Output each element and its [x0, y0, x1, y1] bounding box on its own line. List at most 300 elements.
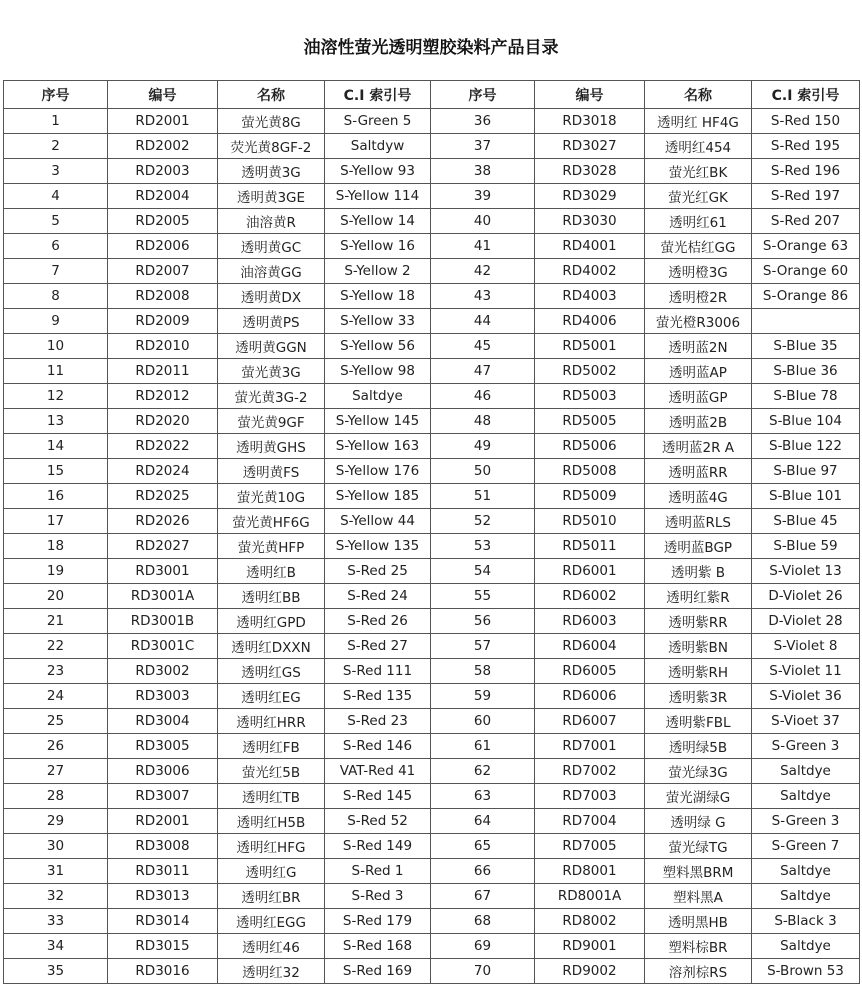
cell-ci-index: S-Yellow 44	[325, 509, 431, 534]
cell-name: 透明红DXXN	[218, 634, 325, 659]
cell-name: 透明黄GC	[218, 234, 325, 259]
cell-name: 透明黄FS	[218, 459, 325, 484]
cell-name: 透明红EG	[218, 684, 325, 709]
cell-ci-index: D-Violet 26	[752, 584, 860, 609]
cell-ci-index: S-Red 23	[325, 709, 431, 734]
header-index: 序号	[431, 81, 535, 109]
cell-ci-index: Saltdye	[752, 934, 860, 959]
cell-code: RD2001	[108, 809, 218, 834]
cell-code: RD4002	[535, 259, 645, 284]
cell-ci-index: S-Brown 53	[752, 959, 860, 984]
cell-name: 透明蓝4G	[645, 484, 752, 509]
cell-index: 8	[4, 284, 108, 309]
cell-code: RD2005	[108, 209, 218, 234]
table-row	[4, 684, 860, 709]
cell-code: RD7004	[535, 809, 645, 834]
cell-name: 透明红BR	[218, 884, 325, 909]
table-row	[4, 734, 860, 759]
table-row	[4, 359, 860, 384]
cell-ci-index: S-Red 3	[325, 884, 431, 909]
cell-index: 28	[4, 784, 108, 809]
cell-name: 透明红TB	[218, 784, 325, 809]
cell-name: 透明紫FBL	[645, 709, 752, 734]
cell-ci-index: S-Green 7	[752, 834, 860, 859]
cell-code: RD2002	[108, 134, 218, 159]
table-row	[4, 159, 860, 184]
cell-index: 45	[431, 334, 535, 359]
table-row	[4, 434, 860, 459]
cell-code: RD8001A	[535, 884, 645, 909]
cell-name: 萤光绿TG	[645, 834, 752, 859]
cell-name: 塑料黑BRM	[645, 859, 752, 884]
cell-code: RD7005	[535, 834, 645, 859]
cell-ci-index: S-Red 146	[325, 734, 431, 759]
cell-ci-index: S-Yellow 93	[325, 159, 431, 184]
cell-ci-index: S-Yellow 33	[325, 309, 431, 334]
cell-name: 萤光黄3G-2	[218, 384, 325, 409]
cell-index: 6	[4, 234, 108, 259]
cell-code: RD6003	[535, 609, 645, 634]
cell-name: 透明蓝AP	[645, 359, 752, 384]
cell-code: RD2001	[108, 109, 218, 134]
cell-code: RD9002	[535, 959, 645, 984]
cell-index: 66	[431, 859, 535, 884]
cell-ci-index: S-Red 195	[752, 134, 860, 159]
table-row	[4, 659, 860, 684]
cell-name: 透明黄3G	[218, 159, 325, 184]
table-row	[4, 384, 860, 409]
cell-index: 37	[431, 134, 535, 159]
cell-ci-index: S-Blue 78	[752, 384, 860, 409]
cell-ci-index: S-Green 3	[752, 809, 860, 834]
cell-index: 47	[431, 359, 535, 384]
cell-ci-index: Saltdye	[752, 884, 860, 909]
cell-index: 46	[431, 384, 535, 409]
header-index: 序号	[4, 81, 108, 109]
cell-index: 51	[431, 484, 535, 509]
cell-name: 萤光红5B	[218, 759, 325, 784]
cell-index: 11	[4, 359, 108, 384]
cell-name: 透明蓝2N	[645, 334, 752, 359]
cell-code: RD2008	[108, 284, 218, 309]
cell-index: 61	[431, 734, 535, 759]
cell-name: 油溶黄R	[218, 209, 325, 234]
cell-name: 透明蓝BGP	[645, 534, 752, 559]
cell-code: RD6006	[535, 684, 645, 709]
cell-ci-index: S-Red 1	[325, 859, 431, 884]
cell-code: RD5008	[535, 459, 645, 484]
cell-code: RD6005	[535, 659, 645, 684]
cell-ci-index: Saltdyw	[325, 134, 431, 159]
cell-code: RD2004	[108, 184, 218, 209]
cell-ci-index: Saltdye	[752, 859, 860, 884]
cell-index: 34	[4, 934, 108, 959]
table-row	[4, 409, 860, 434]
cell-code: RD2007	[108, 259, 218, 284]
product-catalog-table	[3, 80, 860, 984]
cell-name: 萤光黄HFP	[218, 534, 325, 559]
cell-index: 62	[431, 759, 535, 784]
cell-index: 43	[431, 284, 535, 309]
cell-name: 透明红32	[218, 959, 325, 984]
table-row	[4, 709, 860, 734]
table-row	[4, 909, 860, 934]
cell-name: 透明红BB	[218, 584, 325, 609]
cell-index: 3	[4, 159, 108, 184]
cell-name: 透明绿 G	[645, 809, 752, 834]
cell-index: 5	[4, 209, 108, 234]
cell-code: RD3014	[108, 909, 218, 934]
cell-name: 透明橙2R	[645, 284, 752, 309]
cell-code: RD2011	[108, 359, 218, 384]
cell-name: 透明蓝2B	[645, 409, 752, 434]
cell-code: RD3028	[535, 159, 645, 184]
cell-index: 22	[4, 634, 108, 659]
cell-ci-index: S-Blue 97	[752, 459, 860, 484]
cell-ci-index: S-Orange 60	[752, 259, 860, 284]
cell-index: 63	[431, 784, 535, 809]
cell-index: 24	[4, 684, 108, 709]
cell-index: 35	[4, 959, 108, 984]
cell-ci-index: S-Red 25	[325, 559, 431, 584]
cell-ci-index: S-Yellow 135	[325, 534, 431, 559]
cell-ci-index: S-Yellow 18	[325, 284, 431, 309]
cell-ci-index: S-Vioet 37	[752, 709, 860, 734]
table-row	[4, 759, 860, 784]
cell-index: 20	[4, 584, 108, 609]
cell-index: 67	[431, 884, 535, 909]
cell-code: RD6002	[535, 584, 645, 609]
cell-index: 70	[431, 959, 535, 984]
cell-ci-index: S-Red 196	[752, 159, 860, 184]
cell-code: RD3015	[108, 934, 218, 959]
cell-index: 50	[431, 459, 535, 484]
cell-index: 19	[4, 559, 108, 584]
table-row	[4, 484, 860, 509]
cell-name: 透明黑HB	[645, 909, 752, 934]
table-row	[4, 934, 860, 959]
cell-index: 18	[4, 534, 108, 559]
header-code: 编号	[535, 81, 645, 109]
header-code: 编号	[108, 81, 218, 109]
cell-ci-index: S-Yellow 98	[325, 359, 431, 384]
cell-name: 荧光黄8GF-2	[218, 134, 325, 159]
cell-code: RD7001	[535, 734, 645, 759]
cell-ci-index: S-Red 135	[325, 684, 431, 709]
cell-code: RD5006	[535, 434, 645, 459]
cell-name: 萤光黄HF6G	[218, 509, 325, 534]
cell-index: 25	[4, 709, 108, 734]
cell-name: 透明紫RH	[645, 659, 752, 684]
cell-ci-index: S-Orange 63	[752, 234, 860, 259]
cell-index: 69	[431, 934, 535, 959]
table-header-row	[4, 81, 860, 109]
table-row	[4, 859, 860, 884]
table-row	[4, 259, 860, 284]
cell-name: 萤光红GK	[645, 184, 752, 209]
cell-code: RD2022	[108, 434, 218, 459]
cell-name: 透明红B	[218, 559, 325, 584]
cell-name: 萤光红BK	[645, 159, 752, 184]
cell-name: 透明红 HF4G	[645, 109, 752, 134]
cell-code: RD3004	[108, 709, 218, 734]
cell-index: 49	[431, 434, 535, 459]
cell-code: RD4001	[535, 234, 645, 259]
table-row	[4, 584, 860, 609]
cell-code: RD3006	[108, 759, 218, 784]
cell-name: 塑料棕BR	[645, 934, 752, 959]
cell-ci-index: S-Blue 122	[752, 434, 860, 459]
table-row	[4, 284, 860, 309]
cell-ci-index: S-Red 150	[752, 109, 860, 134]
cell-code: RD2003	[108, 159, 218, 184]
cell-code: RD3002	[108, 659, 218, 684]
cell-code: RD5010	[535, 509, 645, 534]
table-body	[4, 109, 860, 984]
cell-index: 21	[4, 609, 108, 634]
cell-code: RD3011	[108, 859, 218, 884]
cell-index: 41	[431, 234, 535, 259]
cell-name: 油溶黄GG	[218, 259, 325, 284]
cell-name: 透明黄DX	[218, 284, 325, 309]
cell-ci-index: S-Yellow 114	[325, 184, 431, 209]
cell-index: 33	[4, 909, 108, 934]
cell-ci-index: S-Violet 13	[752, 559, 860, 584]
cell-code: RD4003	[535, 284, 645, 309]
table-row	[4, 634, 860, 659]
cell-index: 14	[4, 434, 108, 459]
cell-ci-index: S-Red 111	[325, 659, 431, 684]
cell-index: 16	[4, 484, 108, 509]
table-row	[4, 209, 860, 234]
table-row	[4, 609, 860, 634]
cell-ci-index: S-Red 52	[325, 809, 431, 834]
cell-index: 42	[431, 259, 535, 284]
cell-index: 48	[431, 409, 535, 434]
cell-code: RD6004	[535, 634, 645, 659]
cell-code: RD3003	[108, 684, 218, 709]
cell-ci-index: S-Red 169	[325, 959, 431, 984]
cell-ci-index: S-Red 168	[325, 934, 431, 959]
cell-index: 27	[4, 759, 108, 784]
cell-code: RD5001	[535, 334, 645, 359]
cell-ci-index: S-Yellow 176	[325, 459, 431, 484]
cell-code: RD8001	[535, 859, 645, 884]
cell-index: 68	[431, 909, 535, 934]
cell-name: 透明红紫R	[645, 584, 752, 609]
cell-ci-index: S-Blue 35	[752, 334, 860, 359]
cell-index: 56	[431, 609, 535, 634]
table-row	[4, 534, 860, 559]
cell-name: 透明红61	[645, 209, 752, 234]
table-row	[4, 184, 860, 209]
cell-ci-index: S-Red 26	[325, 609, 431, 634]
cell-ci-index: S-Orange 86	[752, 284, 860, 309]
cell-code: RD3029	[535, 184, 645, 209]
cell-code: RD5009	[535, 484, 645, 509]
cell-ci-index: S-Yellow 16	[325, 234, 431, 259]
cell-index: 4	[4, 184, 108, 209]
cell-ci-index: S-Blue 101	[752, 484, 860, 509]
cell-name: 透明蓝RLS	[645, 509, 752, 534]
cell-name: 透明红EGG	[218, 909, 325, 934]
cell-ci-index: Saltdye	[752, 784, 860, 809]
cell-code: RD2027	[108, 534, 218, 559]
cell-ci-index: S-Yellow 185	[325, 484, 431, 509]
cell-index: 31	[4, 859, 108, 884]
cell-name: 透明黄3GE	[218, 184, 325, 209]
cell-code: RD6007	[535, 709, 645, 734]
cell-name: 萤光黄9GF	[218, 409, 325, 434]
header-ci-index: C.I 索引号	[325, 81, 431, 109]
header-name: 名称	[218, 81, 325, 109]
cell-code: RD7003	[535, 784, 645, 809]
cell-ci-index: S-Red 145	[325, 784, 431, 809]
cell-code: RD5011	[535, 534, 645, 559]
cell-index: 2	[4, 134, 108, 159]
cell-ci-index: S-Blue 59	[752, 534, 860, 559]
table-row	[4, 134, 860, 159]
cell-code: RD2025	[108, 484, 218, 509]
cell-ci-index: S-Violet 8	[752, 634, 860, 659]
cell-index: 17	[4, 509, 108, 534]
cell-code: RD3001A	[108, 584, 218, 609]
cell-code: RD5003	[535, 384, 645, 409]
cell-code: RD6001	[535, 559, 645, 584]
cell-name: 透明黄GGN	[218, 334, 325, 359]
cell-code: RD5005	[535, 409, 645, 434]
cell-index: 1	[4, 109, 108, 134]
cell-code: RD3027	[535, 134, 645, 159]
cell-index: 9	[4, 309, 108, 334]
cell-index: 60	[431, 709, 535, 734]
cell-index: 54	[431, 559, 535, 584]
cell-index: 40	[431, 209, 535, 234]
cell-name: 萤光黄3G	[218, 359, 325, 384]
cell-name: 透明红HFG	[218, 834, 325, 859]
cell-ci-index: S-Violet 36	[752, 684, 860, 709]
cell-name: 萤光黄10G	[218, 484, 325, 509]
cell-code: RD3007	[108, 784, 218, 809]
cell-index: 57	[431, 634, 535, 659]
cell-ci-index: S-Yellow 163	[325, 434, 431, 459]
cell-name: 透明红HRR	[218, 709, 325, 734]
cell-code: RD2024	[108, 459, 218, 484]
cell-name: 萤光黄8G	[218, 109, 325, 134]
cell-name: 透明紫3R	[645, 684, 752, 709]
cell-name: 透明红FB	[218, 734, 325, 759]
cell-name: 透明红H5B	[218, 809, 325, 834]
table-row	[4, 109, 860, 134]
cell-index: 52	[431, 509, 535, 534]
cell-code: RD3005	[108, 734, 218, 759]
cell-code: RD3018	[535, 109, 645, 134]
table-row	[4, 784, 860, 809]
table-row	[4, 509, 860, 534]
cell-name: 透明红G	[218, 859, 325, 884]
cell-code: RD3001	[108, 559, 218, 584]
cell-name: 萤光绿3G	[645, 759, 752, 784]
cell-ci-index: D-Violet 28	[752, 609, 860, 634]
cell-ci-index: VAT-Red 41	[325, 759, 431, 784]
cell-ci-index: Saltdye	[752, 759, 860, 784]
cell-name: 透明绿5B	[645, 734, 752, 759]
page-title: 油溶性萤光透明塑胶染料产品目录	[303, 38, 559, 58]
cell-index: 15	[4, 459, 108, 484]
table-row	[4, 959, 860, 984]
cell-name: 透明黄GHS	[218, 434, 325, 459]
cell-code: RD7002	[535, 759, 645, 784]
cell-name: 透明紫BN	[645, 634, 752, 659]
cell-name: 溶剂棕RS	[645, 959, 752, 984]
table-row	[4, 834, 860, 859]
cell-index: 59	[431, 684, 535, 709]
cell-name: 萤光湖绿G	[645, 784, 752, 809]
cell-index: 10	[4, 334, 108, 359]
cell-code: RD9001	[535, 934, 645, 959]
cell-name: 透明红GS	[218, 659, 325, 684]
cell-code: RD4006	[535, 309, 645, 334]
cell-name: 透明紫RR	[645, 609, 752, 634]
cell-name: 萤光橙R3006	[645, 309, 752, 334]
cell-index: 12	[4, 384, 108, 409]
cell-ci-index: S-Blue 104	[752, 409, 860, 434]
cell-index: 44	[431, 309, 535, 334]
cell-code: RD8002	[535, 909, 645, 934]
cell-index: 55	[431, 584, 535, 609]
cell-name: 透明红GPD	[218, 609, 325, 634]
table-row	[4, 334, 860, 359]
cell-code: RD2026	[108, 509, 218, 534]
cell-code: RD3001C	[108, 634, 218, 659]
cell-index: 23	[4, 659, 108, 684]
cell-code: RD3008	[108, 834, 218, 859]
cell-index: 38	[431, 159, 535, 184]
cell-name: 透明红454	[645, 134, 752, 159]
cell-index: 26	[4, 734, 108, 759]
cell-name: 透明紫 B	[645, 559, 752, 584]
table-row	[4, 459, 860, 484]
cell-name: 透明蓝2R A	[645, 434, 752, 459]
cell-ci-index: S-Blue 45	[752, 509, 860, 534]
cell-ci-index: S-Red 207	[752, 209, 860, 234]
cell-code: RD2010	[108, 334, 218, 359]
cell-ci-index: S-Red 27	[325, 634, 431, 659]
table-row	[4, 309, 860, 334]
cell-ci-index: S-Green 5	[325, 109, 431, 134]
table-row	[4, 884, 860, 909]
cell-index: 65	[431, 834, 535, 859]
cell-index: 64	[431, 809, 535, 834]
cell-ci-index: S-Yellow 56	[325, 334, 431, 359]
cell-code: RD2012	[108, 384, 218, 409]
table-row	[4, 809, 860, 834]
cell-ci-index: S-Red 197	[752, 184, 860, 209]
cell-name: 透明橙3G	[645, 259, 752, 284]
cell-index: 29	[4, 809, 108, 834]
cell-index: 53	[431, 534, 535, 559]
cell-name: 透明蓝GP	[645, 384, 752, 409]
table-row	[4, 559, 860, 584]
cell-ci-index: Saltdye	[325, 384, 431, 409]
cell-index: 58	[431, 659, 535, 684]
cell-ci-index: S-Yellow 145	[325, 409, 431, 434]
cell-code: RD3030	[535, 209, 645, 234]
cell-ci-index: S-Green 3	[752, 734, 860, 759]
cell-ci-index	[752, 309, 860, 334]
cell-name: 透明蓝RR	[645, 459, 752, 484]
cell-code: RD5002	[535, 359, 645, 384]
